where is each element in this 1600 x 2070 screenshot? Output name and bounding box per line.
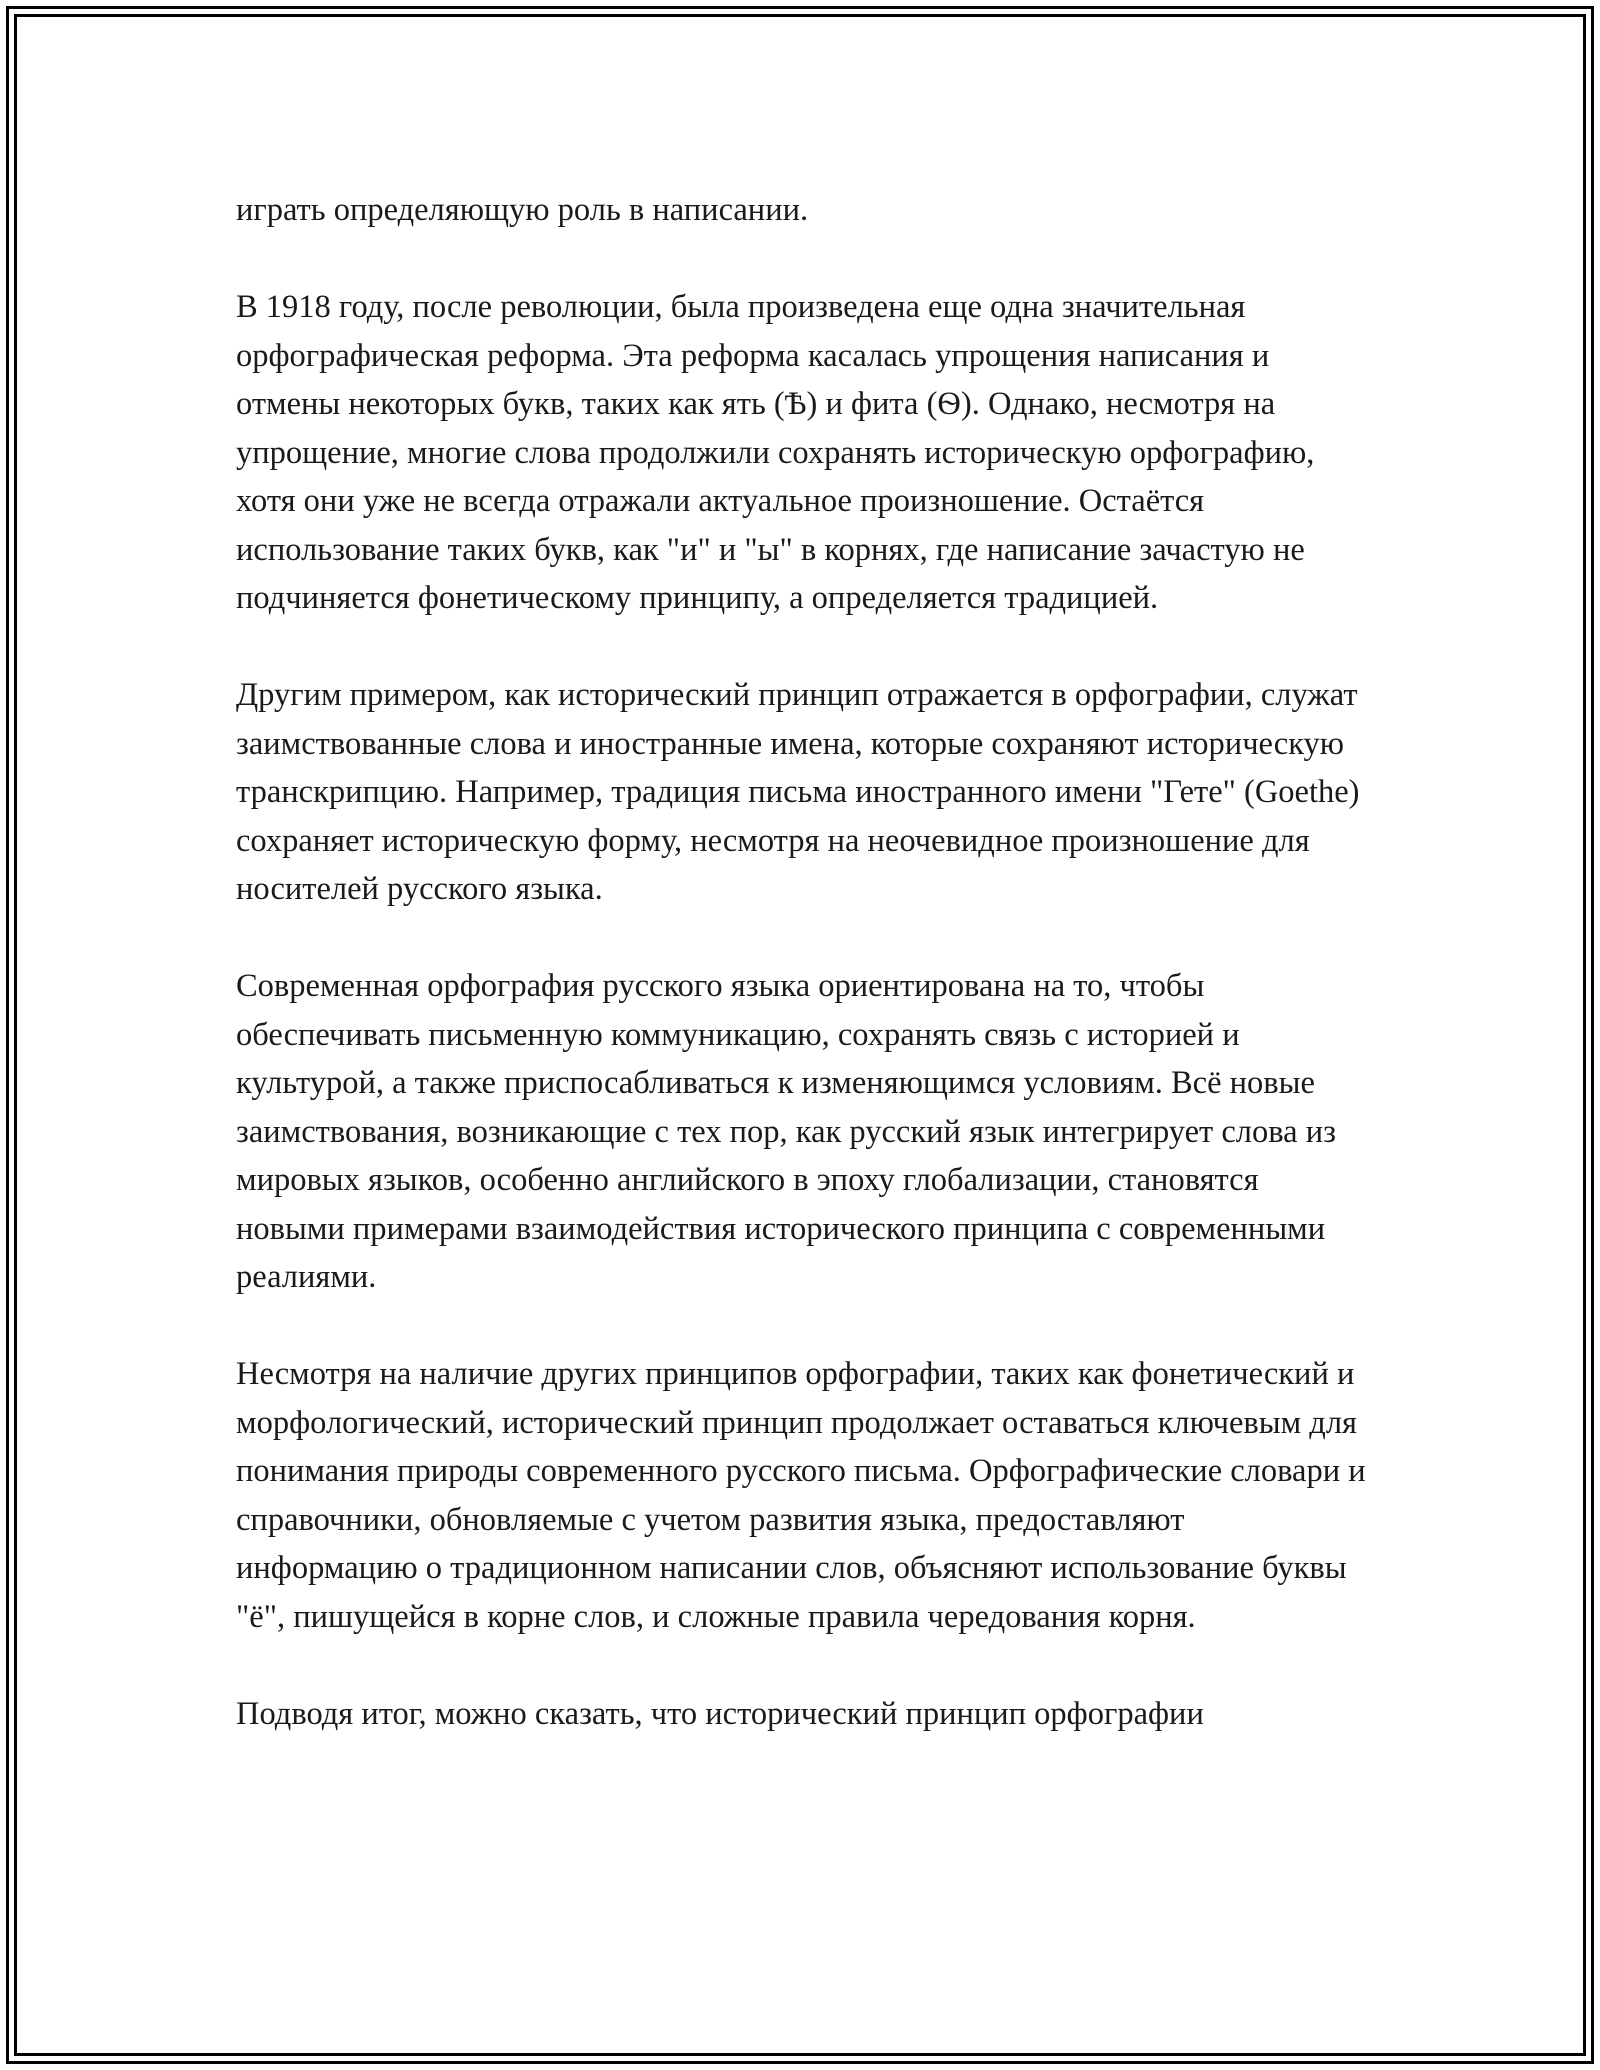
paragraph-1: играть определяющую роль в написании. (236, 192, 809, 228)
paragraph-4: Современная орфография русского языка ориентирована на то, чтобы обеспечивать письменную коммуникацию, сохранять связь с историей и культурой, а также приспосабливаться к изменяющимся условиям. Всё новые заимствования, возникающие с тех пор, как русский язык интегрирует слова из мировых языков, особенно английского в эпоху глобализации, становятся новыми примерами взаимодействия исторического принципа с современными реалиями. (236, 968, 1336, 1295)
document-body (236, 186, 1366, 1738)
paragraph-3: Другим примером, как исторический принцип отражается в орфографии, служат заимствованные слова и иностранные имена, которые сохраняют историческую транскрипцию. Например, традиция письма иностранного имени "Гете" (Goethe) сохраняет историческую форму, несмотря на неочевидное произношение для носителей русского языка. (236, 677, 1360, 907)
paragraph-2: В 1918 году, после революции, была произведена еще одна значительная орфографическая реформа. Эта реформа касалась упрощения написания и отмены некоторых букв, таких как ять (Ѣ) и фита (Ѳ). Однако, несмотря на упрощение, многие слова продолжили сохранять историческую орфографию, хотя они уже не всегда отражали актуальное произношение. Остаётся использование таких букв, как "и" и "ы" в корнях, где написание зачастую не подчиняется фонетическому принципу, а определяется традицией. (236, 289, 1315, 616)
paragraph-5: Несмотря на наличие других принципов орфографии, таких как фонетический и морфологический, исторический принцип продолжает оставаться ключевым для понимания природы современного русского письма. Орфографические словари и справочники, обновляемые с учетом развития языка, предоставляют информацию о традиционном написании слов, объясняют использование буквы "ё", пишущейся в корне слов, и сложные правила чередования корня. (236, 1356, 1366, 1635)
paragraph-6: Подводя итог, можно сказать, что исторический принцип орфографии (236, 1695, 1204, 1732)
